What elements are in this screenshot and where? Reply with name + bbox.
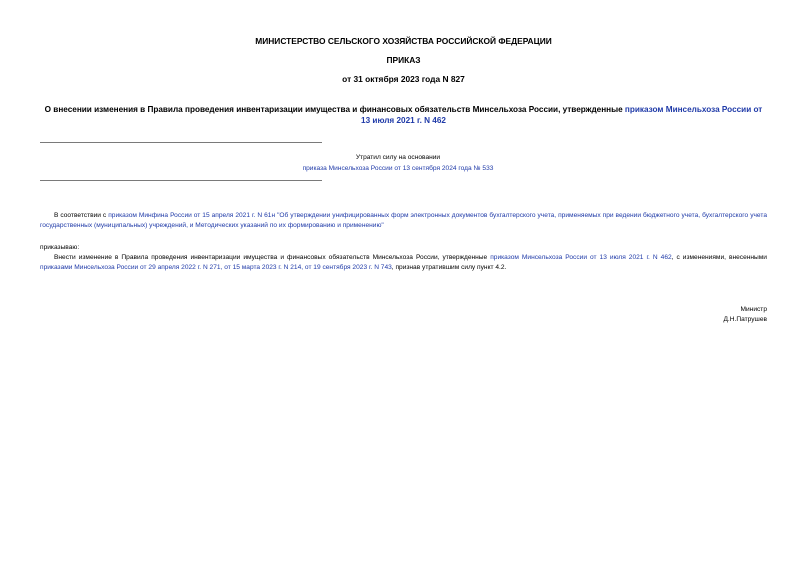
- order-text-mid: , с изменениями, внесенными: [671, 254, 767, 261]
- divider-bottom: [40, 180, 322, 181]
- order-word: приказываю:: [40, 244, 80, 251]
- signer-position: Министр: [740, 306, 767, 313]
- signer-name: Д.Н.Патрушев: [723, 316, 767, 323]
- document-title: [40, 104, 767, 126]
- preamble-paragraph: [40, 211, 767, 231]
- status-link[interactable]: приказа Минсельхоза России от 13 сентября 2024 года № 533: [302, 165, 494, 172]
- status-label: Утратил силу на основании: [355, 154, 441, 161]
- title-link[interactable]: приказом Минсельхоза России от 13 июля 2021 г. N 462: [361, 105, 763, 125]
- preamble-link[interactable]: приказом Минфина России от 15 апреля 2021 г. N 61н "Об утверждении унифицированных форм электронных документов бухгалтерского учета, применяемых при ведении бюджетного учета, бухгалтерского учета государственных (муниципальных) учреждений, и Методических указаний по их формированию и применению": [40, 212, 767, 229]
- doc-type-heading: ПРИКАЗ: [386, 55, 421, 65]
- order-link-1[interactable]: приказом Минсельхоза России от 13 июля 2021 г. N 462: [490, 254, 672, 261]
- preamble-text: В соответствии с: [54, 212, 109, 219]
- date-number-heading: от 31 октября 2023 года N 827: [342, 74, 465, 84]
- order-text-start: Внести изменение в Правила проведения инвентаризации имущества и финансовых обязательств Минсельхоза России, утвержденные: [54, 254, 491, 261]
- ministry-heading: МИНИСТЕРСТВО СЕЛЬСКОГО ХОЗЯЙСТВА РОССИЙСКОЙ ФЕДЕРАЦИИ: [255, 36, 552, 46]
- order-paragraph: [40, 253, 767, 273]
- order-link-2[interactable]: приказами Минсельхоза России от 29 апреля 2022 г. N 271, от 15 марта 2023 г. N 214, от 19 сентября 2023 г. N 743: [40, 264, 392, 271]
- order-text-end: , признав утратившим силу пункт 4.2.: [391, 264, 507, 271]
- title-text: О внесении изменения в Правила проведения инвентаризации имущества и финансовых обязательств Минсельхоза России, утвержденные: [44, 105, 625, 114]
- divider-top: [40, 142, 322, 143]
